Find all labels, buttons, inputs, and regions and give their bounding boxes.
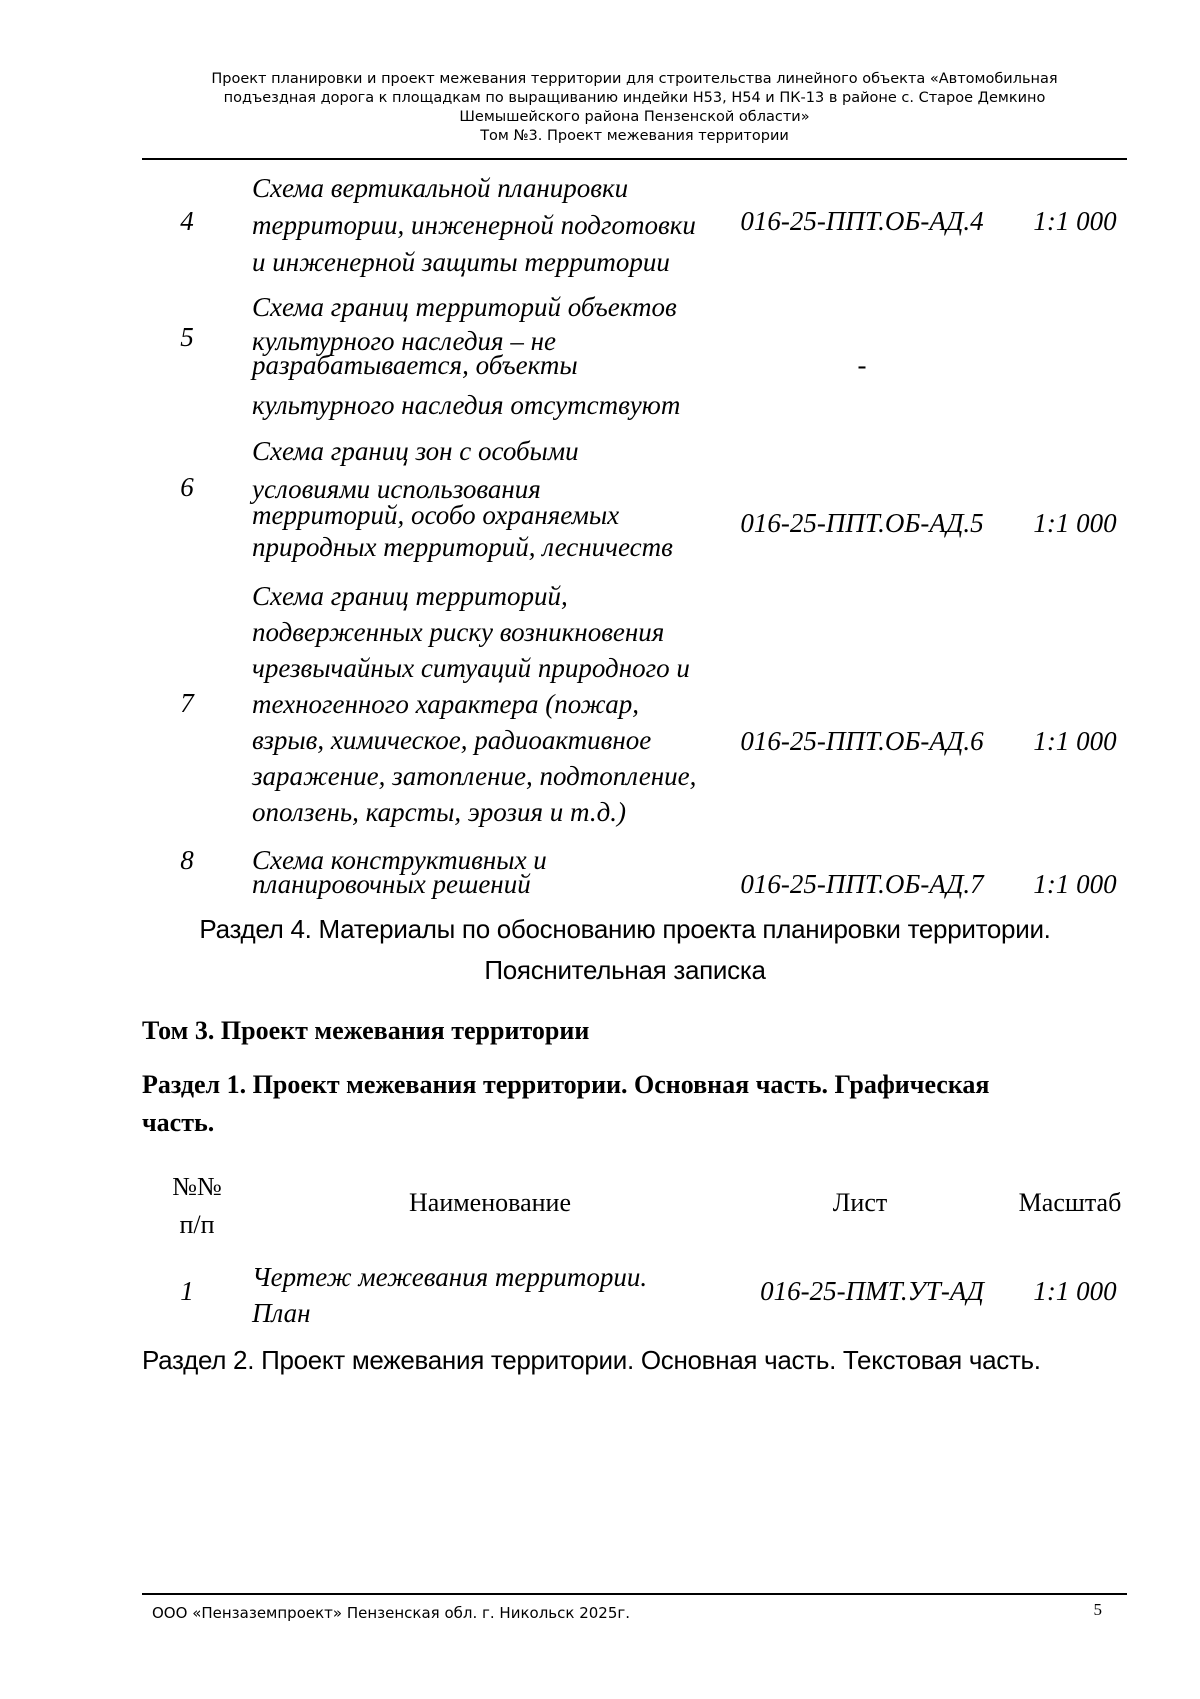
row-name-line: Чертеж межевания территории. — [252, 1262, 648, 1292]
header-line: Том №3. Проект межевания территории — [480, 128, 789, 144]
section-1-title-line: часть. — [142, 1108, 215, 1137]
section-1-title — [142, 1066, 1127, 1142]
row-name-line: культурного наследия – не — [252, 326, 556, 356]
row-number: 8 — [180, 845, 194, 875]
row-sheet: 016-25-ППТ.ОБ-АД.6 — [740, 726, 984, 756]
volume-3-title: Том 3. Проект межевания территории — [142, 1016, 590, 1045]
row-name-line: Схема вертикальной планировки — [252, 173, 629, 203]
row-scale: 1:1 000 — [1033, 206, 1117, 236]
column-header-number-line: №№ — [172, 1172, 222, 1201]
row-sheet: 016-25-ППТ.ОБ-АД.5 — [740, 508, 984, 538]
row-number: 1 — [180, 1276, 194, 1306]
table-row — [142, 292, 1127, 422]
row-name-line: оползень, карсты, эрозия и т.д.) — [252, 797, 626, 827]
section-4-subtitle: Пояснительная записка — [484, 955, 766, 985]
row-name-line: Схема границ территорий объектов — [252, 292, 677, 322]
row-scale: 1:1 000 — [1033, 869, 1117, 899]
row-number: 7 — [180, 688, 194, 718]
section-2-title: Раздел 2. Проект межевания территории. Основная часть. Текстовая часть. — [142, 1345, 1041, 1375]
row-name-line: планировочных решений — [252, 869, 531, 899]
row-scale: 1:1 000 — [1033, 508, 1117, 538]
footer-divider — [142, 1593, 1127, 1595]
row-name-line: природных территорий, лесничеств — [252, 532, 673, 562]
column-header-name: Наименование — [409, 1188, 571, 1217]
row-name-line: Схема границ территорий, — [252, 581, 568, 611]
row-name-line: Схема конструктивных и — [252, 845, 547, 875]
row-scale: 1:1 000 — [1033, 726, 1117, 756]
running-header — [142, 70, 1127, 146]
row-name — [252, 578, 732, 830]
header-line: Шемышейского района Пензенской области» — [459, 109, 810, 125]
row-number: 4 — [180, 206, 194, 236]
row-name-line: взрыв, химическое, радиоактивное — [252, 725, 652, 755]
column-header-number-line: п/п — [179, 1210, 215, 1239]
row-name-line: территории, инженерной подготовки — [252, 210, 696, 240]
page-number: 5 — [1093, 1600, 1102, 1619]
row-name-line: чрезвычайных ситуаций природного и — [252, 653, 690, 683]
table-row — [142, 436, 1127, 566]
row-name-line: заражение, затопление, подтопление, — [252, 761, 697, 791]
section-4-title: Раздел 4. Материалы по обоснованию проекта планировки территории. — [199, 914, 1051, 944]
header-line: Проект планировки и проект межевания территории для строительства линейного объекта «Автомобильная — [211, 71, 1058, 87]
row-name-line: культурного наследия отсутствуют — [252, 390, 681, 420]
row-name-line: территорий, особо охраняемых — [252, 500, 620, 530]
row-sheet: - — [857, 350, 867, 380]
table-row — [142, 578, 1127, 838]
row-sheet: 016-25-ППТ.ОБ-АД.4 — [740, 206, 984, 236]
row-name-line: подверженных риску возникновения — [252, 617, 665, 647]
section-1-title-line: Раздел 1. Проект межевания территории. Основная часть. Графическая — [142, 1070, 990, 1099]
row-sheet: 016-25-ППТ.ОБ-АД.7 — [740, 869, 984, 899]
table-row — [142, 1262, 1127, 1332]
column-header-sheet: Лист — [832, 1188, 888, 1217]
row-name-line: разрабатывается, объекты — [252, 350, 578, 380]
column-header-number — [162, 1168, 232, 1244]
row-name-line: План — [252, 1298, 311, 1328]
table-row — [142, 170, 1127, 280]
column-header-scale: Масштаб — [1018, 1188, 1122, 1217]
row-name — [252, 170, 732, 281]
row-name-line: и инженерной защиты территории — [252, 247, 670, 277]
table-row — [142, 845, 1127, 905]
footer-organization: ООО «Пензаземпроект» Пензенская обл. г. Никольск 2025г. — [152, 1604, 631, 1622]
header-line: подъездная дорога к площадкам по выращиванию индейки Н53, Н54 и ПК-13 в районе с. Старое Демкино — [223, 90, 1046, 106]
row-number: 6 — [180, 472, 194, 502]
row-number: 5 — [180, 322, 194, 352]
row-name-line: условиями использования — [252, 474, 541, 504]
row-sheet: 016-25-ПМТ.УТ-АД — [760, 1276, 984, 1306]
header-divider — [142, 158, 1127, 160]
row-name-line: Схема границ зон с особыми — [252, 436, 579, 466]
row-name-line: техногенного характера (пожар, — [252, 689, 640, 719]
row-scale: 1:1 000 — [1033, 1276, 1117, 1306]
